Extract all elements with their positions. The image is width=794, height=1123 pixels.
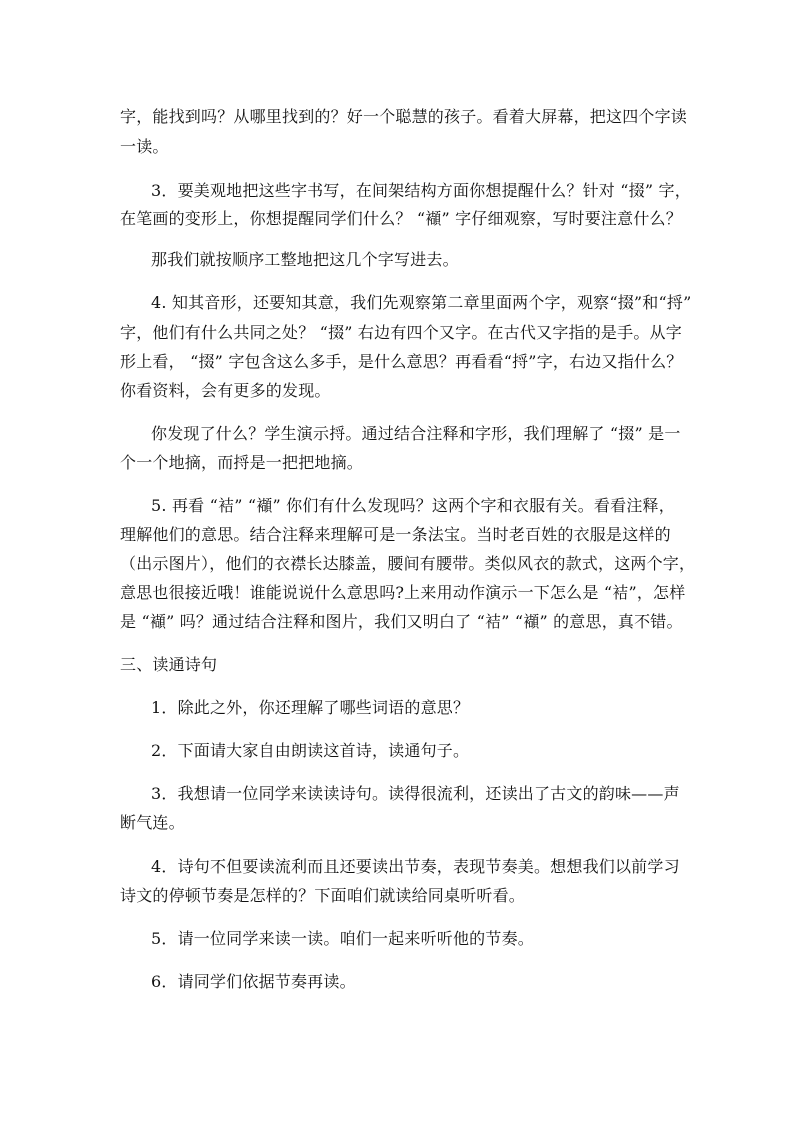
text-line: 你发现了什么？学生演示捋。通过结合注释和字形，我们理解了 “掇” 是一 [151, 424, 681, 443]
text-line: （出示图片），他们的衣襟长达膝盖，腰间有腰带。类似风衣的款式，这两个字， [120, 554, 696, 573]
text-line: 断气连。 [120, 813, 185, 832]
text-line: 5．请一位同学来读一读。咱们一起来听听他的节奏。 [151, 929, 534, 948]
text-line: 一读。 [120, 137, 169, 156]
text-line: 诗文的停顿节奏是怎样的？下面咱们就读给同桌听听看。 [120, 886, 526, 905]
text-line: 3．我想请一位同学来读读诗句。读得很流利，还读出了古文的韵味——声 [151, 784, 680, 803]
text-line: 那我们就按顺序工整地把这几个字写进去。 [151, 250, 459, 269]
text-line: 意思也很接近哦！谁能说说什么意思吗?上来用动作演示一下怎么是 “袺”，怎样 [120, 583, 686, 602]
text-line: 5. 再看 “袺” “襭” 你们有什么发现吗？这两个字和衣服有关。看看注释， [151, 496, 675, 515]
text-line: 字，能找到吗？从哪里找到的？好一个聪慧的孩子。看着大屏幕，把这四个字读 [120, 107, 688, 126]
text-line: 2．下面请大家自由朗读这首诗，读通句子。 [151, 741, 470, 760]
text-line: 6．请同学们依据节奏再读。 [151, 972, 356, 991]
text-line: 理解他们的意思。结合注释来理解可是一条法宝。当时老百姓的衣服是这样的 [120, 525, 671, 544]
text-line: 形上看， “掇” 字包含这么多手，是什么意思？再看看“捋”字，右边又指什么？ [120, 352, 683, 371]
text-line: 4．诗句不但要读流利而且还要读出节奏，表现节奏美。想想我们以前学习 [151, 857, 680, 876]
text-line: 3．要美观地把这些字书写，在间架结构方面你想提醒什么？针对 “掇” 字， [151, 181, 691, 200]
section-heading: 三、读通诗句 [120, 655, 218, 674]
text-line: 个一个地摘，而捋是一把把地摘。 [120, 453, 364, 472]
text-line: 在笔画的变形上，你想提醒同学们什么？ “襭” 字仔细观察，写时要注意什么？ [120, 209, 682, 228]
text-line: 1．除此之外，你还理解了哪些词语的意思？ [151, 698, 470, 717]
text-line: 你看资料，会有更多的发现。 [120, 381, 331, 400]
text-line: 字，他们有什么共同之处？ “掇” 右边有四个又字。在古代又字指的是手。从字 [120, 323, 682, 342]
text-line: 4. 知其音形，还要知其意，我们先观察第二章里面两个字，观察“掇”和“捋” [151, 293, 692, 312]
text-line: 是 “襭” 吗？通过结合注释和图片，我们又明白了 “袺” “襭” 的意思，真不错。 [120, 612, 683, 631]
